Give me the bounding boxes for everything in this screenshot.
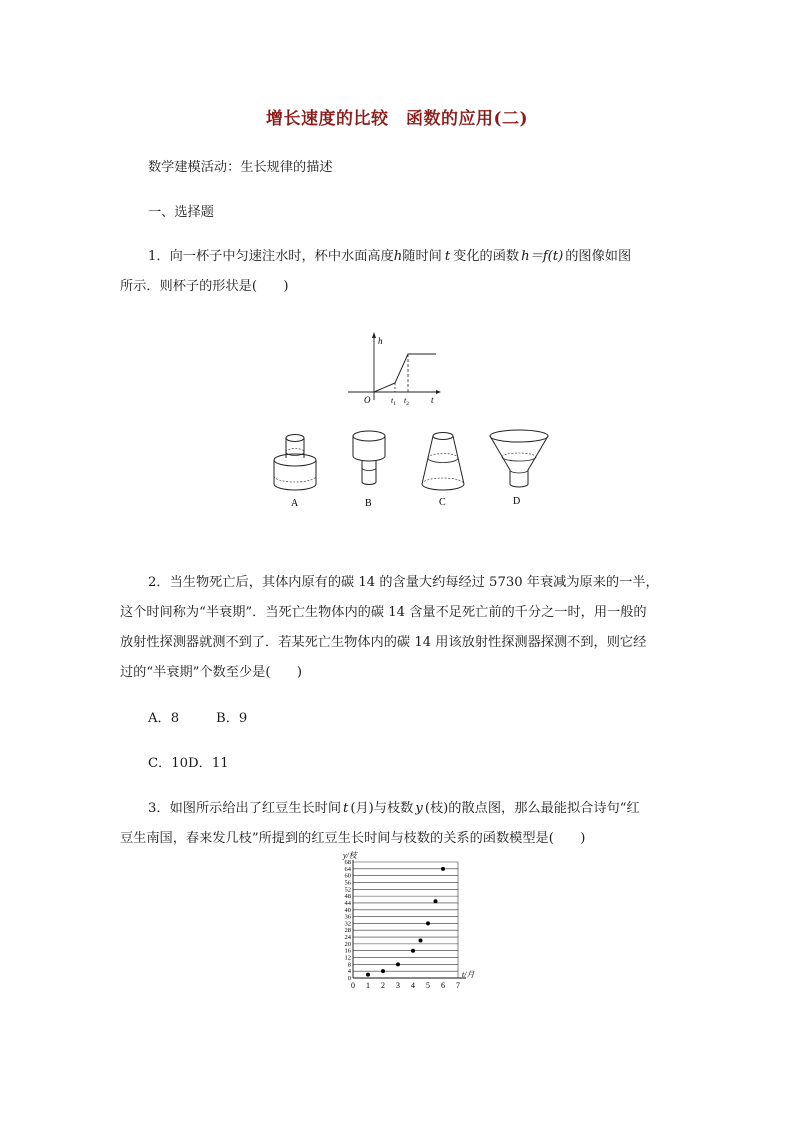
q3-var-y: y [415,801,423,816]
x-tick-label: 6 [441,981,445,990]
y-axis-arrow-icon [372,332,376,338]
section-heading: 一、选择题 [148,205,214,220]
subtitle: 数学建模活动：生长规律的描述 [148,160,333,175]
y-axis-label: h [378,336,383,346]
y-tick-label: 44 [344,899,351,907]
x-tick-label: 2 [381,981,385,990]
y-tick-label: 8 [347,961,351,969]
y-tick-label: 12 [344,954,351,962]
option-b-label: B [365,498,372,509]
q2-line-1: 2．当生物死亡后，其体内原有的碳 14 的含量大约每经过 5730 年衰减为原来的一半， [148,575,659,590]
q1-text-d: 的图像如图 [565,249,632,264]
data-point [366,973,370,977]
q3-text-b: (月)与枝数 [350,801,414,816]
x-axis-arrow-icon [436,390,441,394]
data-point [381,969,385,973]
cup-d[interactable] [490,430,548,487]
q2-option-cd[interactable]: C．10D．11 [148,756,229,771]
option-c-label: C [439,497,446,508]
q2-option-b[interactable]: B．9 [216,711,248,726]
t2-label: $t_2$ [404,396,409,407]
y-tick-label: 0 [347,975,351,982]
x-tick-label: 3 [396,981,400,990]
y-tick-label: 64 [344,865,351,873]
q1-var-h: h [393,249,403,264]
q2-line-2: 这个时间称为“半衰期”．当死亡生物体内的碳 14 含量不足死亡前的千分之一时，用一般的 [120,605,647,620]
q1-text-a: 1．向一杯子中匀速注水时，杯中水面高度 [148,249,394,264]
y-tick-label: 20 [344,940,351,948]
cup-c[interactable] [422,433,464,491]
data-point [434,899,438,903]
function-curve [374,354,436,392]
x-tick-label: 4 [411,981,415,990]
data-point [411,949,415,953]
q1-function: h＝f(t) [521,249,564,264]
q1-line-2: 所示．则杯子的形状是( ) [120,279,289,294]
cup-a[interactable] [274,435,316,491]
x-tick-label: 1 [366,981,370,990]
q2-line-3: 放射性探测器就测不到了．若某死亡生物体内的碳 14 用该放射性探测器探测不到，则它经 [120,635,647,650]
y-tick-label: 60 [344,872,351,880]
y-tick-label: 4 [347,968,351,976]
data-point [426,921,430,925]
q1-var-t: t [444,249,451,264]
x-tick-label: 0 [351,981,355,990]
y-tick-label: 40 [344,906,351,914]
q1-text-c: 变化的函数 [453,249,520,264]
y-tick-label: 16 [344,947,351,955]
data-point [441,867,445,871]
q1-text-b: 随时间 [402,249,442,264]
option-d-label: D [513,496,521,507]
option-a-label: A [291,498,299,509]
origin-label: O [364,395,371,405]
data-point [419,938,423,942]
data-point [396,962,400,966]
q3-line-1 [148,800,640,818]
q3-line-2: 豆生南国，春来发几枝”所提到的红豆生长时间与枝数的关系的函数模型是( ) [120,831,586,846]
t1-label: $t_1$ [391,396,396,407]
y-axis-label: y/枝 [343,851,357,860]
q1-cup-options [265,428,565,512]
x-axis-label: t [431,395,434,405]
q2-option-a[interactable]: A．8 [148,711,180,726]
q3-var-t: t [343,801,349,816]
q1-line-1 [148,248,631,266]
y-tick-label: 68 [344,859,351,866]
q3-text-a: 3．如图所示给出了红豆生长时间 [148,801,342,816]
x-axis-label: t/月 [462,970,475,979]
q3-text-c: (枝)的散点图，那么最能拟合诗句“红 [424,801,640,816]
y-tick-label: 32 [344,920,351,928]
y-tick-label: 56 [344,879,351,887]
x-tick-label: 7 [456,981,460,990]
page-title: 增长速度的比较 函数的应用(二) [265,109,529,129]
y-tick-label: 28 [344,927,351,935]
y-tick-label: 36 [344,913,351,921]
x-tick-label: 5 [426,981,430,990]
q3-scatter-chart [336,846,486,994]
y-tick-label: 48 [344,893,351,901]
cup-b[interactable] [353,431,385,485]
q1-height-time-graph [340,328,450,410]
y-tick-label: 24 [344,934,351,942]
y-tick-label: 52 [344,886,351,894]
q2-line-4: 过的“半衰期”个数至少是( ) [120,665,303,680]
